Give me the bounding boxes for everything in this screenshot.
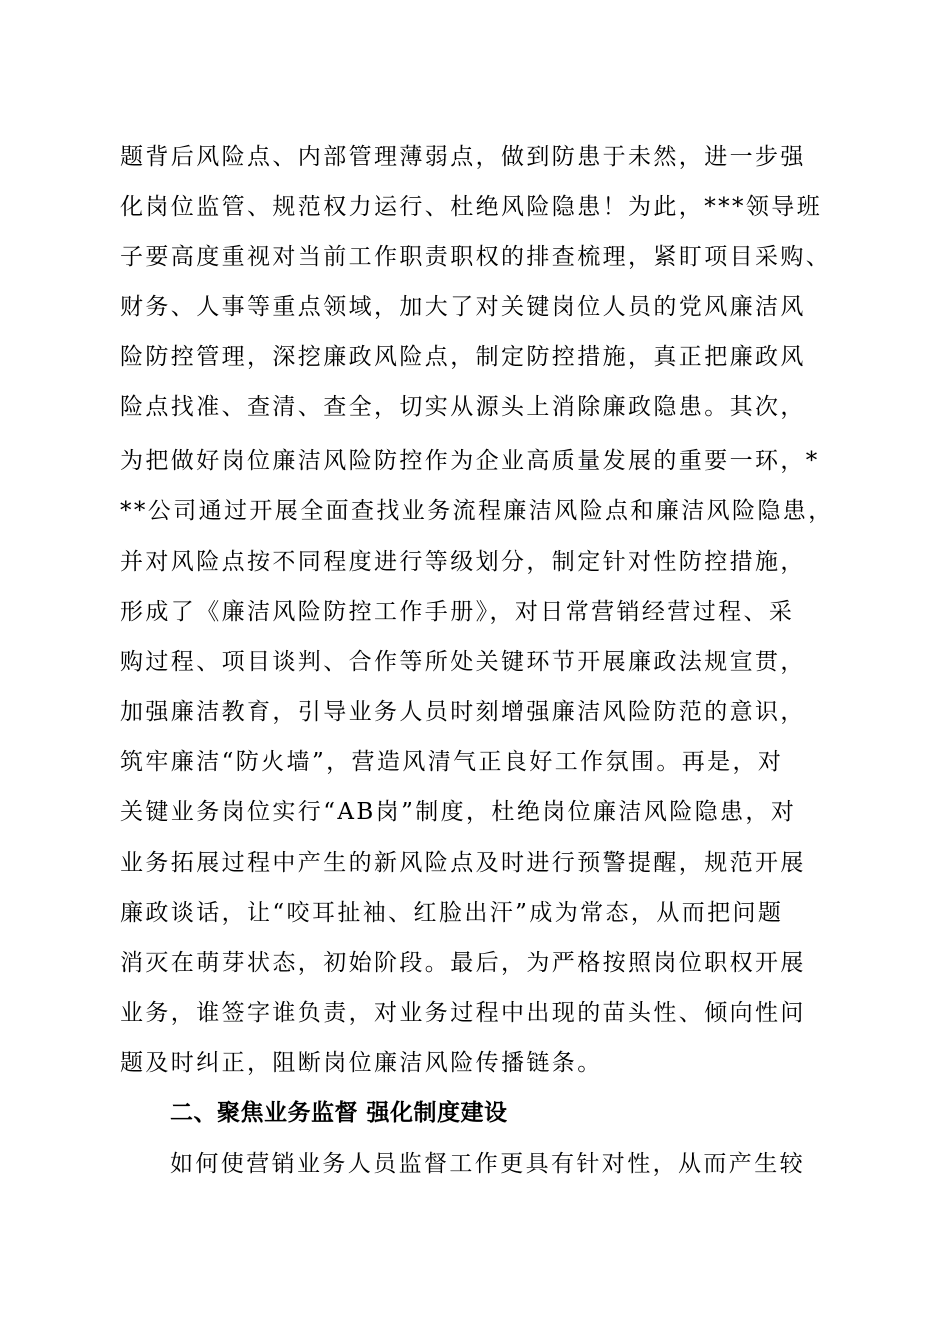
paragraph-line: 题背后风险点、内部管理薄弱点，做到防患于未然，进一步强 [120, 144, 806, 170]
paragraph-line: 加强廉洁教育，引导业务人员时刻增强廉洁风险防范的意识， [120, 699, 806, 725]
paragraph-line: **公司通过开展全面查找业务流程廉洁风险点和廉洁风险隐患， [120, 498, 834, 524]
paragraph-line: 子要高度重视对当前工作职责职权的排查梳理，紧盯项目采购、 [120, 244, 832, 270]
paragraph-line: 消灭在萌芽状态，初始阶段。最后，为严格按照岗位职权开展 [120, 950, 806, 976]
paragraph-line: 筑牢廉洁“防火墙”，营造风清气正良好工作氛围。再是，对 [120, 749, 784, 775]
paragraph-line: 关键业务岗位实行“AB岗”制度，杜绝岗位廉洁风险隐患，对 [120, 799, 797, 825]
paragraph-line: 化岗位监管、规范权力运行、杜绝风险隐患！为此，***领导班 [120, 194, 823, 220]
paragraph-line: 购过程、项目谈判、合作等所处关键环节开展廉政法规宣贯， [120, 649, 806, 675]
paragraph-line: 财务、人事等重点领域，加大了对关键岗位人员的党风廉洁风 [120, 294, 806, 320]
section-heading: 二、聚焦业务监督 强化制度建设 [170, 1100, 508, 1126]
paragraph-line: 为把做好岗位廉洁风险防控作为企业高质量发展的重要一环，* [120, 448, 820, 474]
paragraph-line: 险防控管理，深挖廉政风险点，制定防控措施，真正把廉政风 [120, 344, 806, 370]
paragraph-line: 险点找准、查清、查全，切实从源头上消除廉政隐患。其次， [120, 394, 806, 420]
paragraph-line: 题及时纠正，阻断岗位廉洁风险传播链条。 [120, 1050, 603, 1076]
paragraph-line: 形成了《廉洁风险防控工作手册》，对日常营销经营过程、采 [120, 599, 795, 625]
paragraph-line: 并对风险点按不同程度进行等级划分，制定针对性防控措施， [120, 549, 806, 575]
paragraph-line: 廉政谈话，让“咬耳扯袖、红脸出汗”成为常态，从而把问题 [120, 900, 784, 926]
paragraph-line: 业务拓展过程中产生的新风险点及时进行预警提醒，规范开展 [120, 850, 806, 876]
paragraph-line: 业务，谁签字谁负责，对业务过程中出现的苗头性、倾向性问 [120, 1000, 806, 1026]
paragraph-line: 如何使营销业务人员监督工作更具有针对性，从而产生较 [170, 1151, 805, 1177]
